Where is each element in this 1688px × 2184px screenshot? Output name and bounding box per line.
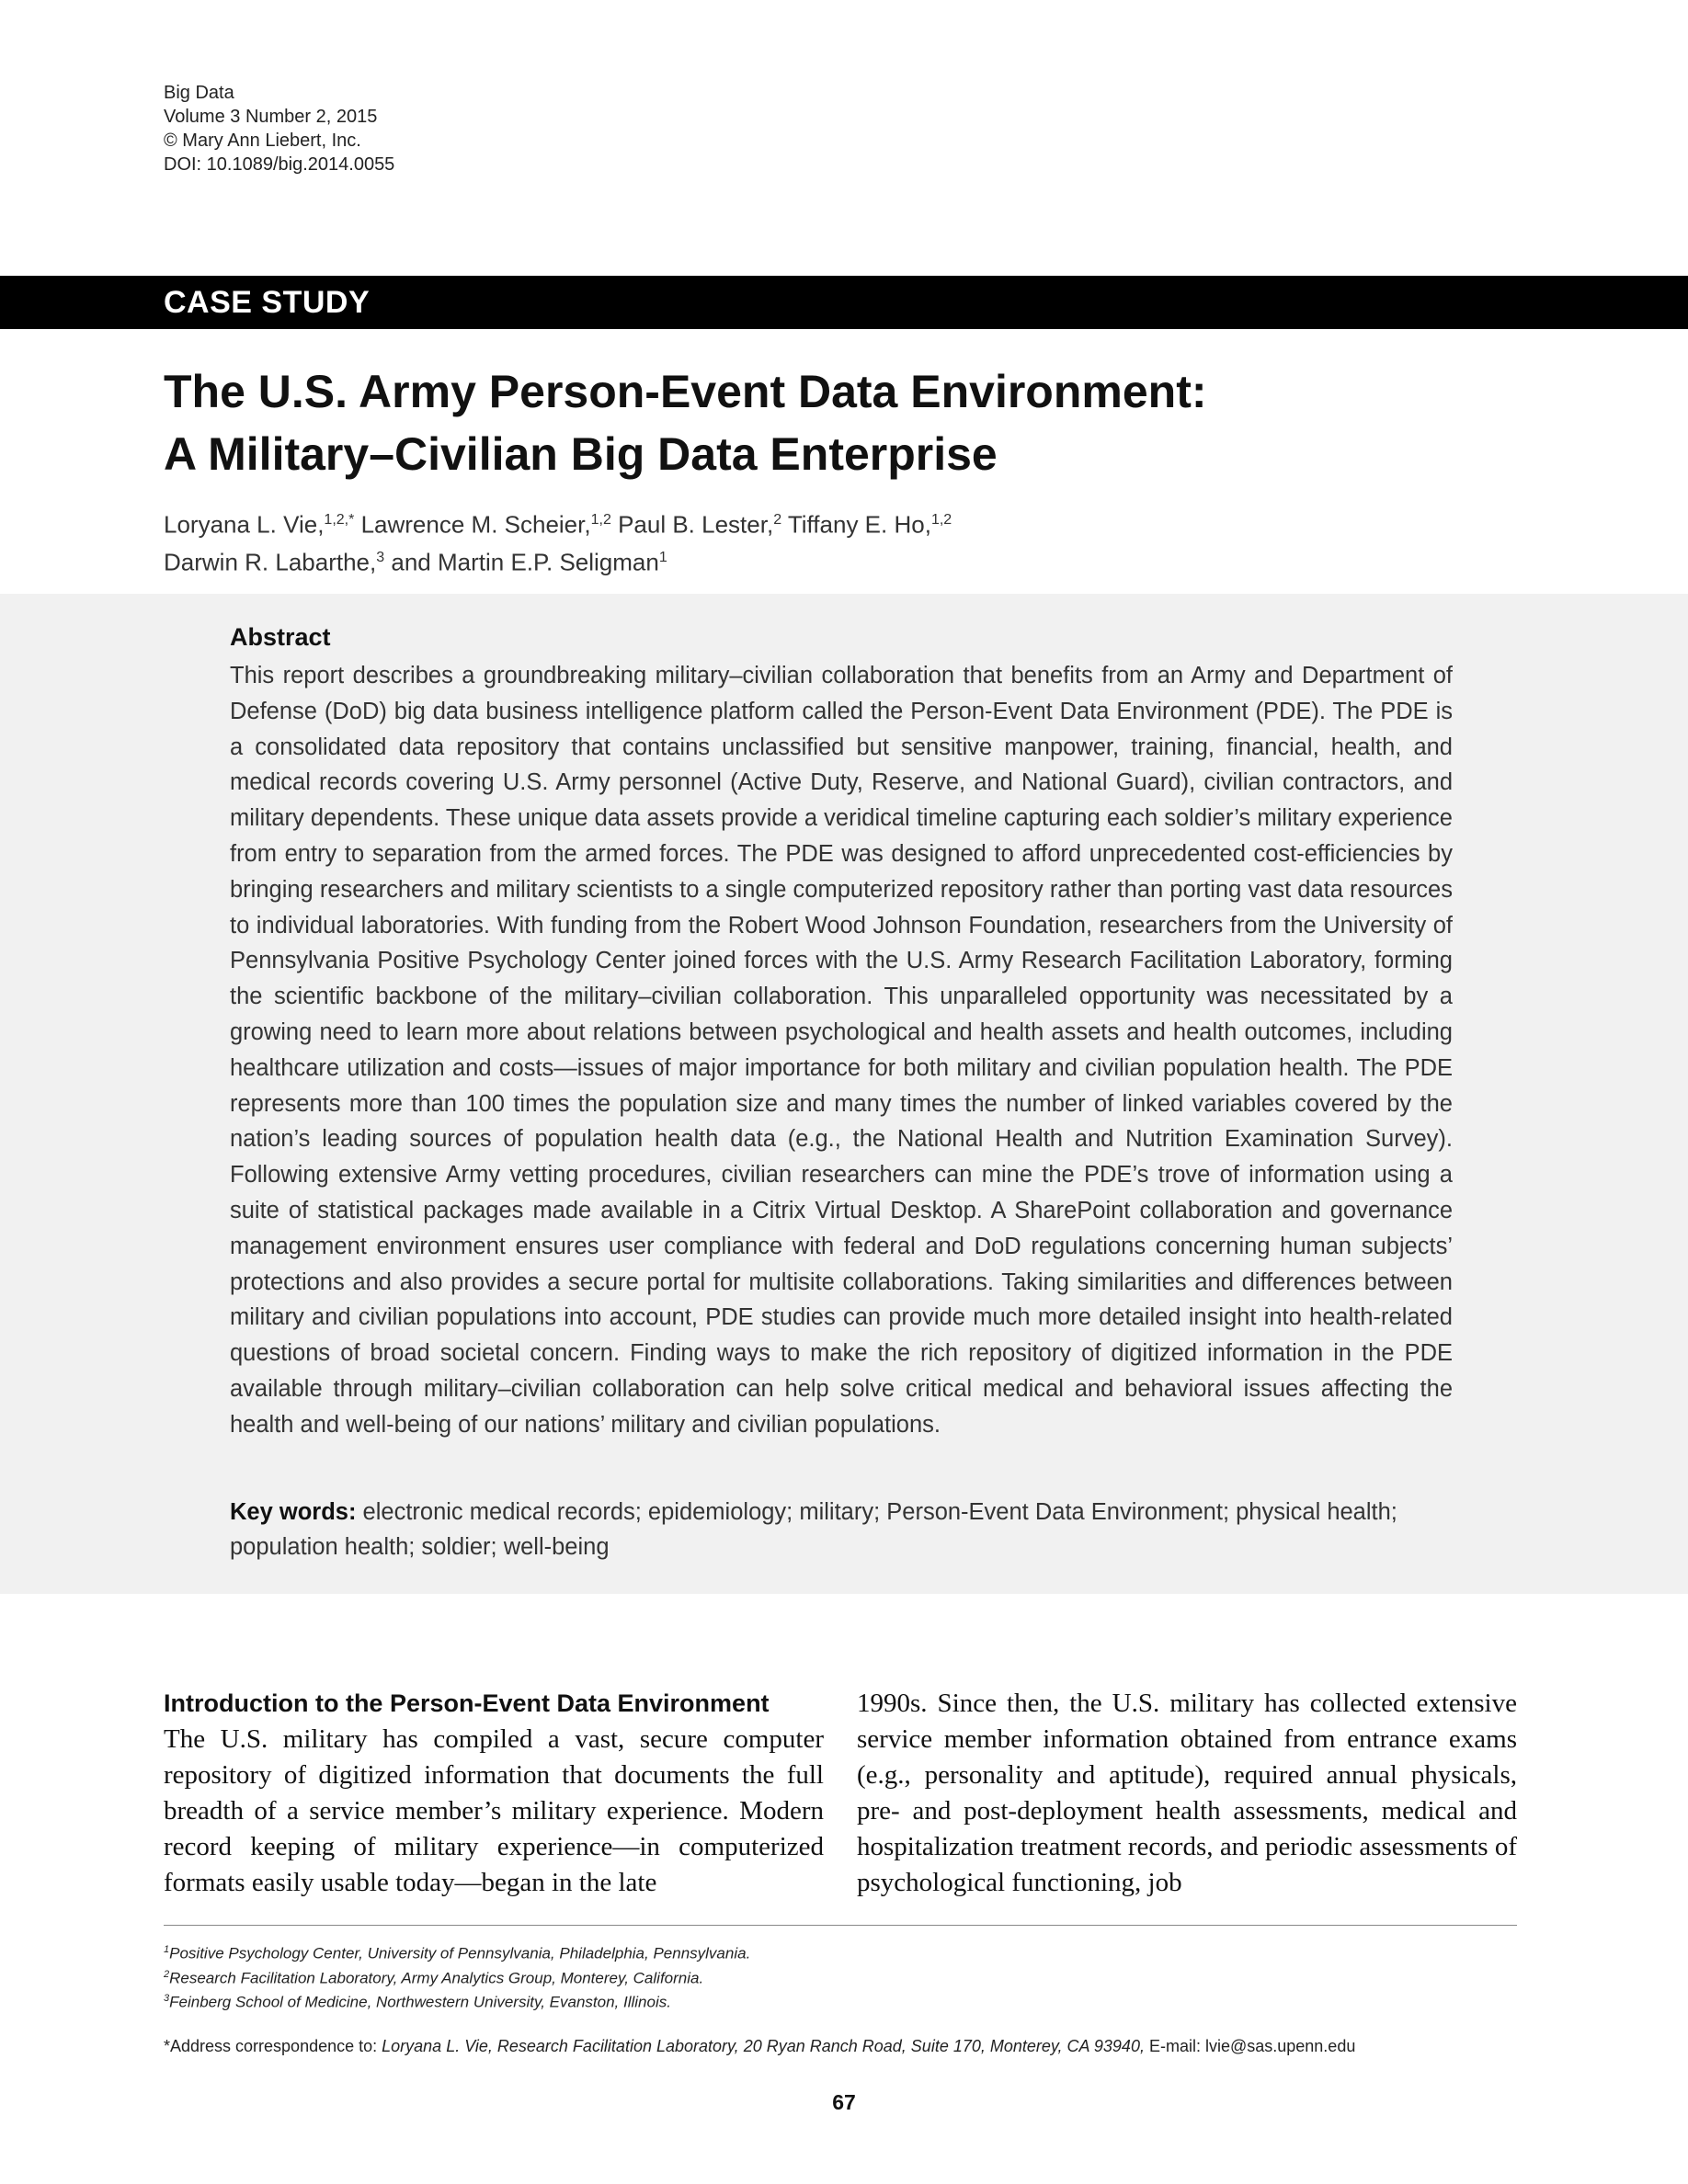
article-title [164, 360, 1543, 485]
correspondence-prefix: *Address correspondence to: [164, 2037, 382, 2055]
correspondence-email: E-mail: lvie@sas.upenn.edu [1144, 2037, 1356, 2055]
affiliation-number: 1 [164, 1944, 170, 1955]
page-number: 67 [832, 2090, 856, 2114]
author-name: and Martin E.P. Seligman [391, 548, 659, 576]
footnote-divider [164, 1925, 1517, 1926]
author-affiliation-sup: 1,2 [590, 512, 611, 528]
affiliation-number: 2 [164, 1968, 170, 1980]
affiliation-text: Positive Psychology Center, University of Pennsylvania, Philadelphia, Pennsylvania. [169, 1944, 751, 1962]
author-name: Darwin R. Labarthe, [164, 548, 377, 576]
affiliation-1 [164, 1939, 750, 1964]
affiliation-number: 3 [164, 1993, 170, 2005]
affiliation-footnotes [164, 1939, 750, 2013]
author-affiliation-sup: 3 [376, 549, 385, 565]
author-list [164, 504, 952, 578]
author-name: Paul B. Lester, [618, 510, 774, 539]
affiliation-2 [164, 1964, 750, 1989]
abstract-text: This report describes a groundbreaking military–civilian collaboration that benefits from an Army and Department of Defense (DoD) big data business intelligence platform called the Person-Event Data Environment (PDE). The PDE is a consolidated data repository that contains unclassified but sensitive manpower, training, financial, health, and medical records covering U.S. Army personnel (Active Duty, Reserve, and National Guard), civilian contractors, and military dependents. These unique data assets provide a veridical timeline capturing each soldier’s military experience from entry to separation from the armed forces. The PDE was designed to afford unprecedented cost-efficiencies by bringing researchers and military scientists to a single computerized repository rather than porting vast data resources to individual laboratories. With funding from the Robert Wood Johnson Foundation, researchers from the University of Pennsylvania Positive Psychology Center joined forces with the U.S. Army Research Facilitation Laboratory, forming the scientific backbone of the military–civilian collaboration. This unparalleled opportunity was necessitated by a growing need to learn more about relations between psychological and health assets and health outcomes, including healthcare utilization and costs—issues of major importance for both military and civilian population health. The PDE represents more than 100 times the population size and many times the number of linked variables covered by the nation’s leading sources of population health data (e.g., the National Health and Nutrition Examination Survey). Following extensive Army vetting procedures, civilian researchers can mine the PDE’s trove of information using a suite of statistical packages made available in a Citrix Virtual Desktop. A SharePoint collaboration and governance management environment ensures user compliance with federal and DoD regulations concerning human subjects’ protections and also provides a secure portal for multisite collaborations. Taking similarities and differences between military and civilian populations into account, PDE studies can provide much more detailed insight into health-related questions of broad societal concern. Finding ways to make the rich repository of digitized information in the PDE available through military–civilian collaboration can help solve critical medical and behavioral issues affecting the health and well-being of our nations’ military and civilian populations. [230, 663, 1453, 1438]
body-column-left [164, 1686, 824, 1901]
keywords-label: Key words: [230, 1499, 357, 1525]
affiliation-3 [164, 1988, 750, 2013]
title-line-2: A Military–Civilian Big Data Enterprise [164, 428, 998, 480]
affiliation-text: Feinberg School of Medicine, Northwestern University, Evanston, Illinois. [169, 1993, 671, 2011]
correspondence-address: Loryana L. Vie, Research Facilitation Laboratory, 20 Ryan Ranch Road, Suite 170, Monterey, CA 93940, [382, 2037, 1145, 2055]
correspondence-note [164, 2035, 1355, 2057]
body-paragraph-continued: 1990s. Since then, the U.S. military has collected extensive service member information obtained from entrance exams (e.g., personality and aptitude), required annual physicals, pre- and post-deployment health assessments, medical and hospitalization treatment records, and periodic assessments of psychological functioning, job [857, 1689, 1517, 1897]
author-affiliation-sup: 1,2 [930, 512, 952, 528]
author-affiliation-sup: 1,2,* [324, 512, 355, 528]
article-type-banner [0, 276, 1688, 329]
journal-volume: Volume 3 Number 2, 2015 [164, 107, 378, 127]
article-type-label: CASE STUDY [164, 285, 371, 320]
journal-publisher: © Mary Ann Liebert, Inc. [164, 131, 361, 151]
author-affiliation-sup: 1 [658, 549, 667, 565]
body-paragraph: The U.S. military has compiled a vast, secure computer repository of digitized information that documents the full breadth of a service member’s military experience. Modern record keeping of military experience—in computerized formats easily usable today—began in the late [164, 1724, 824, 1897]
author-affiliation-sup: 2 [773, 512, 782, 528]
title-line-1: The U.S. Army Person-Event Data Environment: [164, 366, 1207, 417]
journal-doi: DOI: 10.1089/big.2014.0055 [164, 154, 395, 175]
journal-name: Big Data [164, 83, 234, 103]
abstract-heading: Abstract [230, 623, 331, 651]
author-name: Tiffany E. Ho, [787, 510, 931, 539]
author-name: Lawrence M. Scheier, [360, 510, 591, 539]
affiliation-text: Research Facilitation Laboratory, Army Analytics Group, Monterey, California. [169, 1969, 704, 1987]
author-line-1 [164, 504, 952, 541]
author-name: Loryana L. Vie, [164, 510, 325, 539]
keywords [230, 1495, 1453, 1564]
section-heading: Introduction to the Person-Event Data Environment [164, 1689, 770, 1717]
keywords-list: electronic medical records; epidemiology; military; Person-Event Data Environment; physical health; population health; soldier; well-being [230, 1499, 1397, 1560]
body-column-right [857, 1686, 1517, 1901]
author-line-2 [164, 541, 952, 579]
journal-info [164, 81, 394, 176]
